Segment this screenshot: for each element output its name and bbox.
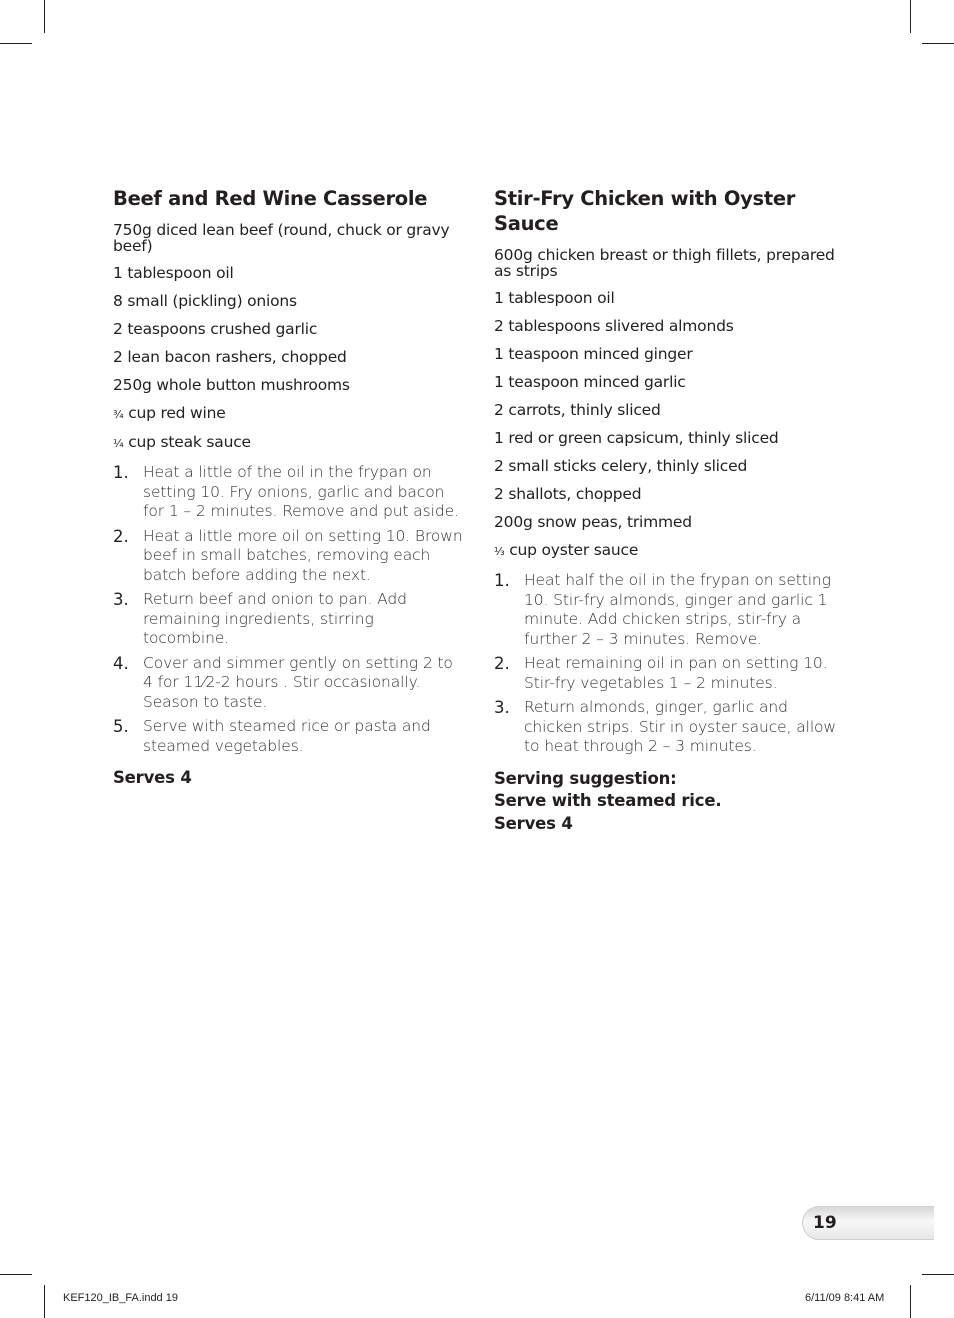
step-text: Cover and simmer gently on setting 2 to 4 for 11⁄2-2 hours . Stir occasionally. Season to taste. (143, 653, 453, 711)
crop-mark (910, 0, 911, 33)
ingredient-item (494, 542, 842, 560)
recipe-beef-casserole (113, 186, 463, 790)
crop-mark (910, 1285, 911, 1318)
ingredient-item: 2 lean bacon rashers, chopped (113, 348, 347, 366)
step-number: 5. (113, 717, 129, 736)
fraction: ⅓ (494, 545, 505, 558)
method-steps (113, 463, 463, 756)
ingredient-text: cup oyster sauce (509, 541, 639, 559)
step-number: 1. (494, 571, 510, 590)
step-text: Return almonds, ginger, garlic and chicken strips. Stir in oyster sauce, allow to heat through 2 – 3 minutes. (524, 698, 836, 755)
ingredient-item (113, 405, 463, 423)
ingredient-item: 2 carrots, thinly sliced (494, 401, 661, 419)
ingredient-item: 1 tablespoon oil (113, 264, 234, 282)
crop-mark (922, 1274, 954, 1275)
step-text: Heat a little more oil on setting 10. Brown beef in small batches, removing each batch before adding the next. (143, 526, 463, 584)
crop-mark (44, 1285, 45, 1318)
ingredient-list (113, 222, 463, 452)
ingredient-text: cup steak sauce (128, 433, 251, 451)
serves-label: Serves 4 (113, 768, 192, 787)
ingredient-text: cup red wine (128, 404, 226, 422)
ingredient-item: 600g chicken breast or thigh fillets, prepared as strips (494, 246, 835, 280)
ingredient-item: 1 tablespoon oil (494, 289, 615, 307)
ingredient-item: 1 red or green capsicum, thinly sliced (494, 429, 779, 447)
crop-mark (922, 43, 954, 44)
method-steps (494, 571, 842, 757)
serving-suggestion: Serve with steamed rice. (494, 791, 722, 810)
ingredient-item: 8 small (pickling) onions (113, 292, 297, 310)
step-number: 3. (494, 698, 510, 717)
step-text: Heat half the oil in the frypan on setting 10. Stir-fry almonds, ginger and garlic 1 minute. Add chicken strips, stir-fry a further 2 – 3 minutes. Remove. (524, 571, 831, 648)
step-number: 2. (494, 654, 510, 673)
crop-mark (44, 0, 45, 33)
step-number: 4. (113, 653, 129, 673)
crop-mark (0, 1274, 32, 1275)
ingredient-item: 750g diced lean beef (round, chuck or gravy beef) (113, 221, 450, 255)
method-step (494, 571, 842, 649)
ingredient-item: 2 shallots, chopped (494, 485, 642, 503)
step-text: Serve with steamed rice or pasta and steamed vegetables. (143, 717, 431, 755)
step-text: Heat remaining oil in pan on setting 10. Stir-fry vegetables 1 – 2 minutes. (524, 654, 828, 692)
method-step (113, 527, 463, 586)
step-text: Heat a little of the oil in the frypan on setting 10. Fry onions, garlic and bacon for 1 – 2 minutes. Remove and put aside. (143, 463, 459, 520)
method-step (113, 654, 463, 713)
method-step (494, 698, 842, 757)
ingredient-item: 2 teaspoons crushed garlic (113, 320, 318, 338)
recipe-title: Stir-Fry Chicken with Oyster Sauce (494, 187, 796, 235)
ingredient-item: 2 tablespoons slivered almonds (494, 317, 734, 335)
step-text: Return beef and onion to pan. Add remaining ingredients, stirring tocombine. (143, 590, 407, 647)
ingredient-item: 250g whole button mushrooms (113, 376, 350, 394)
step-number: 3. (113, 590, 129, 609)
method-step (113, 590, 463, 649)
method-step (494, 654, 842, 693)
page-number-tab (802, 1206, 934, 1240)
print-slug-file: KEF120_IB_FA.indd 19 (63, 1292, 178, 1304)
ingredient-item (113, 434, 463, 452)
ingredient-item: 1 teaspoon minced garlic (494, 373, 686, 391)
step-number: 2. (113, 526, 129, 546)
serves-label: Serves 4 (494, 813, 573, 833)
crop-mark (0, 43, 32, 44)
method-step (113, 463, 463, 522)
recipe-stir-fry-chicken (494, 186, 842, 835)
fraction: ¼ (113, 437, 124, 450)
ingredient-item: 1 teaspoon minced ginger (494, 345, 693, 363)
fraction: ¾ (113, 408, 124, 421)
method-step (113, 717, 463, 756)
step-number: 1. (113, 463, 129, 482)
serving-suggestion-label: Serving suggestion: (494, 768, 677, 788)
ingredient-item: 2 small sticks celery, thinly sliced (494, 457, 748, 475)
ingredient-item: 200g snow peas, trimmed (494, 513, 692, 531)
recipe-title: Beef and Red Wine Casserole (113, 187, 428, 210)
ingredient-list (494, 247, 842, 560)
page-number: 19 (813, 1213, 837, 1233)
print-slug-timestamp: 6/11/09 8:41 AM (805, 1292, 885, 1304)
